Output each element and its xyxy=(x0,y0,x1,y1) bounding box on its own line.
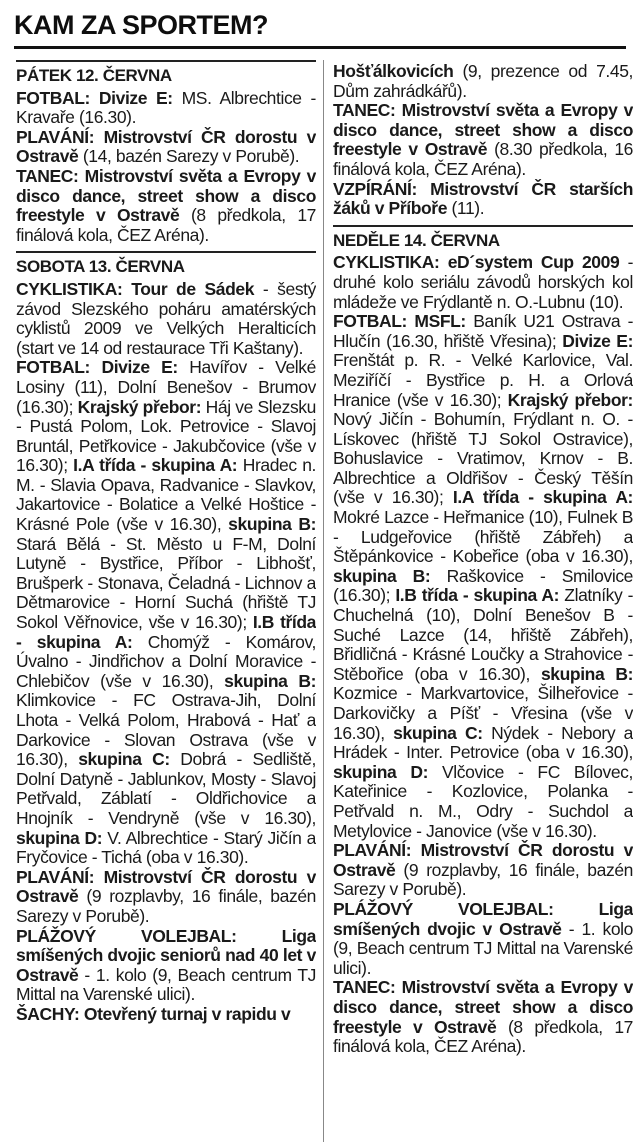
event-detail: Dobrá - Sedliště, Dolní Datyně - Jablunkov, Mosty - Slavoj Petřvald, Záblatí - Oldřichovice a Hnojník - Vendryně (vše v 16.30), xyxy=(16,749,316,828)
event-detail: (9, prezence od 7.45, Dům zahrádkářů). xyxy=(333,62,633,101)
sport-label: PLAVÁNÍ: xyxy=(16,126,95,147)
event-entry xyxy=(16,358,316,867)
sport-label: PLAVÁNÍ: xyxy=(16,866,95,887)
column-divider xyxy=(323,60,324,1142)
event-detail: (14, bazén Sarezy v Porubě). xyxy=(78,146,300,167)
event-highlight: I.B třída - skupina A: xyxy=(16,612,316,652)
event-highlight: Krajský přebor: xyxy=(73,396,202,417)
title-rule xyxy=(14,46,626,49)
event-detail: Raškovice - Smilovice (16.30); xyxy=(333,565,633,606)
event-detail: - 1. kolo (9, Beach centrum TJ Mittal na Varenské ulici). xyxy=(16,964,316,1005)
event-entry xyxy=(333,900,633,978)
event-highlight: I.A třída - skupina A: xyxy=(67,455,238,476)
event-entry xyxy=(333,180,633,219)
sport-label: FOTBAL: xyxy=(16,87,90,108)
event-highlight: Otevřený turnaj v rapidu v xyxy=(79,1003,291,1024)
event-entry xyxy=(333,312,633,841)
event-entry xyxy=(333,978,633,1056)
event-entry xyxy=(16,280,316,358)
event-highlight: Mistrovství ČR dorostu v Ostravě xyxy=(16,866,316,907)
event-highlight: skupina C: xyxy=(67,749,170,770)
sport-label: PLÁŽOVÝ VOLEJBAL: xyxy=(333,898,554,919)
event-detail: Havířov - Velké Losiny (11), Dolní Benešov - Brumov (16.30); xyxy=(16,357,316,417)
event-detail: (11). xyxy=(447,198,485,219)
sport-label: CYKLISTIKA: xyxy=(333,252,440,273)
event-highlight: Mistrovství světa a Evropy v disco dance, street show a disco freestyle v Ostravě xyxy=(333,100,633,160)
day-section xyxy=(16,60,316,245)
event-entry xyxy=(16,167,316,245)
sport-label: FOTBAL: xyxy=(16,357,90,378)
event-detail: (9 rozplavby, 16 finále, bazén Sarezy v Porubě). xyxy=(16,886,316,926)
event-highlight: eD´system Cup 2009 xyxy=(439,252,620,273)
event-detail: MS. Albrechtice - Kravaře (16.30). xyxy=(16,87,316,128)
sport-label: TANEC: xyxy=(16,165,79,186)
event-entry xyxy=(333,101,633,179)
event-highlight: Divize E: xyxy=(90,357,178,378)
event-highlight: Liga smíšených dvojic v Ostravě xyxy=(333,898,633,939)
event-detail: Klimkovice - FC Ostrava-Jih, Dolní Lhota - Velká Polom, Hrabová - Hať a Darkovice - Slovan Ostrava (vše v 16.30), xyxy=(16,690,316,770)
event-detail: V. Albrechtice - Starý Jičín a Fryčovice - Tichá (oba v 16.30). xyxy=(16,827,316,868)
event-detail: (8.30 předkola, 16 finálová kola, ČEZ Aréna). xyxy=(333,139,633,179)
event-highlight: MSFL: xyxy=(407,311,466,332)
event-highlight: skupina D: xyxy=(16,827,103,848)
event-detail: Vlčovice - FC Bílovec, Kateřinice - Kozlovice, Polanka - Petřvald n. M., Odry - Suchdol a Metylovice - Janovice (vše v 16.30). xyxy=(333,761,633,841)
event-detail: Zlatníky - Chuchelná (10), Dolní Benešov B - Suché Lazce (14, hřiště Zábřeh), Břidličná - Krásné Loučky a Strahovice - Stěbořice (oba v 16.30), xyxy=(333,585,633,684)
sport-label: PLAVÁNÍ: xyxy=(333,840,412,861)
event-detail: Frenštát p. R. - Velké Karlovice, Val. Meziříčí - Bystřice p. H. a Orlová Hranice (vše v 16.30); xyxy=(333,350,633,410)
sport-label: TANEC: xyxy=(333,100,396,121)
event-entry xyxy=(16,1005,316,1025)
event-highlight: skupina B: xyxy=(213,670,316,691)
event-detail: - druhé kolo seriálu závodů horských kol mládeže ve Frýdlantě n. O.-Lubnu (10). xyxy=(333,252,633,312)
sport-label: CYKLISTIKA: xyxy=(16,278,123,299)
event-entry xyxy=(333,253,633,312)
day-heading: SOBOTA 13. ČERVNA xyxy=(16,251,316,279)
day-heading: PÁTEK 12. ČERVNA xyxy=(16,60,316,88)
event-highlight: Mistrovství světa a Evropy v disco dance, street show a disco freestyle v Ostravě xyxy=(16,165,316,226)
sport-label: PLÁŽOVÝ VOLEJBAL: xyxy=(16,925,237,946)
event-detail: (8 předkola, 17 finálová kola, ČEZ Aréna). xyxy=(16,205,316,245)
left-column xyxy=(16,60,316,1142)
event-detail: (8 předkola, 17 finálová kola, ČEZ Aréna). xyxy=(333,1016,633,1057)
sport-label: TANEC: xyxy=(333,977,396,998)
sport-label: FOTBAL: xyxy=(333,311,407,332)
right-column xyxy=(333,62,633,1142)
event-entry xyxy=(16,89,316,128)
event-detail: - šestý závod Slezského poháru amatérských cyklistů 2009 ve Velkých Heralticích (start ve 14 od restaurace Tři Kaštany). xyxy=(16,278,316,358)
sport-label: VZPÍRÁNÍ: xyxy=(333,178,417,199)
event-entry xyxy=(16,868,316,927)
event-entry xyxy=(333,841,633,900)
day-section xyxy=(16,251,316,1024)
event-highlight: skupina C: xyxy=(384,722,483,743)
event-highlight: Hošťálkovicích xyxy=(333,62,454,81)
event-detail: - 1. kolo (9, Beach centrum TJ Mittal na Varenské ulici). xyxy=(333,918,633,978)
event-detail: Mokré Lazce - Heřmanice (10), Fulnek B - Ludgeřovice (hřiště Zábřeh) a Štěpánkovice - Kobeřice (oba v 16.30), xyxy=(333,507,633,567)
event-detail: Baník U21 Ostrava - Hlučín (16.30, hřiště Vřesina); xyxy=(333,311,633,351)
event-highlight: Divize E: xyxy=(556,330,633,351)
event-highlight: skupina D: xyxy=(333,761,428,782)
page-title: KAM ZA SPORTEM? xyxy=(14,10,268,40)
event-detail: Háj ve Slezsku - Pustá Polom, Lok. Petrovice - Slavoj Bruntál, Petřkovice - Jakubčovice (vše v 16.30); xyxy=(16,396,316,476)
event-highlight: skupina B: xyxy=(221,514,316,535)
event-highlight: Mistrovství ČR starších žáků v Příboře xyxy=(333,178,633,219)
event-entry xyxy=(16,128,316,167)
event-entry xyxy=(333,62,633,101)
event-highlight: Mistrovství světa a Evropy v disco dance, street show a disco freestyle v Ostravě xyxy=(333,977,633,1037)
event-highlight: I.A třída - skupina A: xyxy=(443,487,633,508)
event-highlight: Tour de Sádek xyxy=(122,278,255,299)
event-detail: Chomýž - Komárov, Úvalno - Jindřichov a Dolní Moravice - Chlebičov (vše v 16.30), xyxy=(16,631,316,691)
day-section xyxy=(333,62,633,219)
event-detail: Nýdek - Nebory a Hrádek - Inter. Petrovice (oba v 16.30), xyxy=(333,722,633,763)
day-section xyxy=(333,225,633,1057)
event-highlight: Mistrovství ČR dorostu v Ostravě xyxy=(16,126,316,167)
event-highlight: Divize E: xyxy=(90,87,173,108)
event-highlight: skupina B: xyxy=(333,565,431,586)
event-highlight: I.B třída - skupina A: xyxy=(390,585,560,606)
event-entry xyxy=(16,927,316,1005)
event-detail: Hradec n. M. - Slavia Opava, Radvanice - Slavkov, Jakartovice - Bolatice a Velké Hoštice - Krásné Pole (vše v 16.30), xyxy=(16,455,316,535)
event-highlight: Krajský přebor: xyxy=(501,389,633,410)
event-highlight: skupina B: xyxy=(529,663,633,684)
day-heading: NEDĚLE 14. ČERVNA xyxy=(333,225,633,253)
event-detail: Nový Jičín - Bohumín, Frýdlant n. O. - Lískovec (hřiště TJ Sokol Ostravice), Bohuslavice - Vratimov, Krnov - B. Albrechtice a Oldřišov - Český Těšín (vše v 16.30); xyxy=(333,409,633,508)
event-detail: Stará Bělá - St. Město u F-M, Dolní Lutyně - Bystřice, Příbor - Libhošť, Brušperk - Stonava, Čeladná - Lichnov a Dětmarovice - Horní Suchá (hřiště TJ Sokol Věřnovice, vše v 16.30); xyxy=(16,533,316,633)
event-detail: Kozmice - Markvartovice, Šilheřovice - Darkovičky a Píšť - Vřesina (vše v 16.30), xyxy=(333,683,633,743)
event-highlight: Liga smíšených dvojic seniorů nad 40 let v Ostravě xyxy=(16,925,316,985)
event-highlight: Mistrovství ČR dorostu v Ostravě xyxy=(333,840,633,880)
sport-label: ŠACHY: xyxy=(16,1003,80,1024)
event-detail: (9 rozplavby, 16 finále, bazén Sarezy v Porubě). xyxy=(333,859,633,900)
